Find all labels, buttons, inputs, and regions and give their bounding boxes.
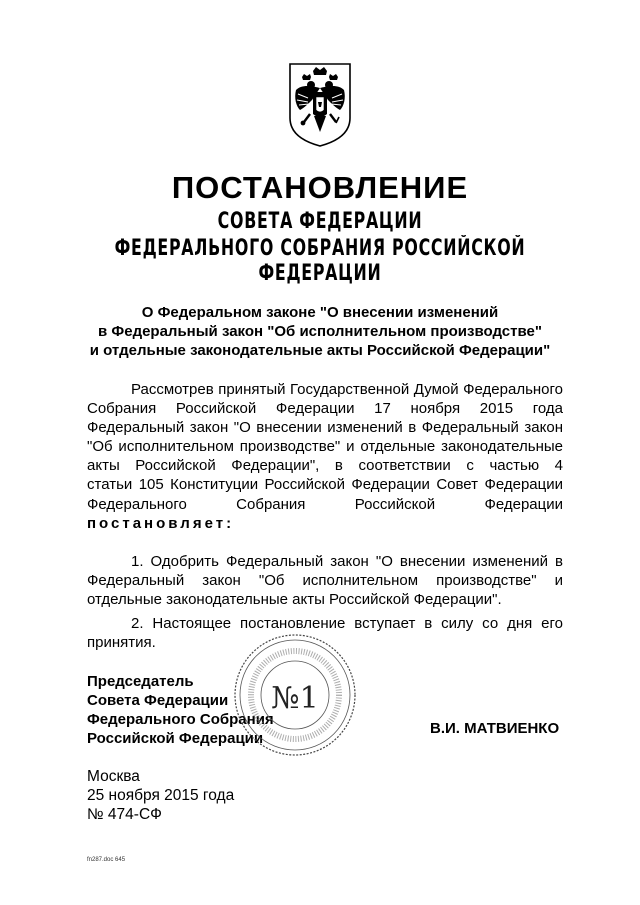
document-subject [0,303,640,360]
preamble-line: "Об исполнительном производстве" и отдельные законодательные [87,438,563,456]
coat-of-arms-emblem [286,60,354,148]
clause-line: 2. Настоящее постановление вступает в силу со дня его [131,615,563,632]
subject-line: в Федеральный закон "Об исполнительном производстве" [98,323,542,340]
subject-line: О Федеральном законе "О внесении изменений [141,304,499,321]
preamble-line: статьи 105 Конституции Российской Федерации Совет Федерации [87,476,563,494]
preamble-line: Собрания Российской Федерации 17 ноября 2015 года [87,400,563,418]
preamble-line: акты Российской Федерации", в соответствии с частью 4 [87,457,563,475]
issuer-line-2: ФЕДЕРАЛЬНОГО СОБРАНИЯ РОССИЙСКОЙ ФЕДЕРАЦИИ [114,236,526,286]
official-stamp [232,632,358,758]
preamble-paragraph [87,380,563,533]
subject-line: и отдельные законодательные акты Российской Федерации" [89,342,551,359]
signatory-line: Российской Федерации [87,730,264,748]
signatory-line: Совета Федерации [87,692,229,710]
document-title: ПОСТАНОВЛЕНИЕ [171,170,469,205]
file-code: fn287.doc 645 [87,857,126,863]
clause-line: 1. Одобрить Федеральный закон "О внесении изменений в [131,553,563,570]
place-and-date [87,767,234,824]
stamp-number: №1 [271,681,319,716]
document-number: № 474-СФ [87,806,162,823]
signatory-line: Председатель [87,673,194,690]
signatory-line: Федерального Собрания [87,711,274,729]
signatory-name: В.И. МАТВИЕНКО [430,720,560,737]
clause-line: принятия. [87,634,156,652]
clause-line: отдельные законодательные акты Российской Федерации". [87,591,502,609]
clause-line: Федеральный закон "Об исполнительном производстве" и [87,572,563,590]
resolves-word: постановляет: [87,514,235,532]
city: Москва [87,768,140,785]
preamble-line: Рассмотрев принятый Государственной Думой Федерального [131,381,563,398]
preamble-line: Федерального Собрания Российской Федерации [87,495,563,513]
preamble-line: Федеральный закон "О внесении изменений в Федеральный закон [87,419,563,437]
issuer-line-1: СОВЕТА ФЕДЕРАЦИИ [217,209,423,234]
date: 25 ноября 2015 года [87,787,235,804]
clause-1 [87,552,563,609]
